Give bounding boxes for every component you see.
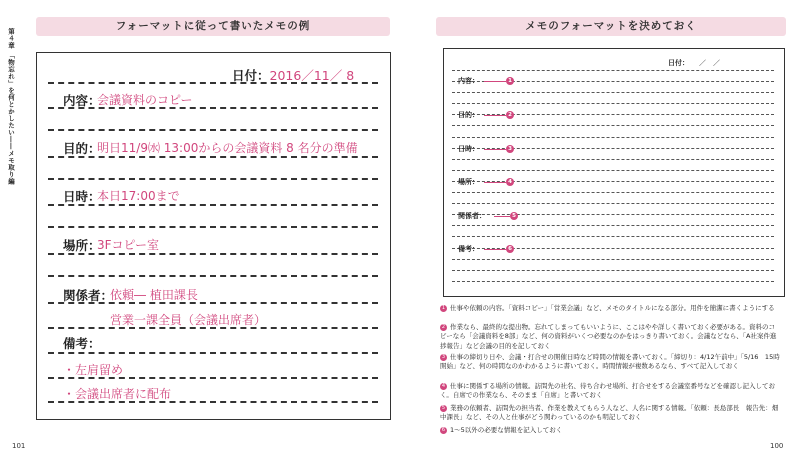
right-date-label: 日付： ／ ／ <box>668 59 720 67</box>
ruled-line <box>452 70 774 71</box>
note-6 <box>440 426 780 435</box>
right-field-content: 内容： <box>458 77 479 85</box>
ruled-line <box>452 259 774 260</box>
divider <box>48 204 378 206</box>
marker-number: 2 <box>506 111 514 119</box>
left-place-label: 場所： <box>63 238 101 253</box>
divider <box>48 401 378 403</box>
left-people-label: 関係者： <box>63 288 114 303</box>
right-page-number: 100 <box>770 442 784 450</box>
divider <box>48 327 378 329</box>
marker-number: 4 <box>506 178 514 186</box>
ruled-line <box>452 270 774 271</box>
note-text: 仕事に関係する場所の情報。訪問先の社名、待ち合わせ場所、打合せをする会議室番号などを確認し記入しておく。自席での作業なら、そのまま「自席」と書いておく <box>440 382 775 400</box>
right-field-place: 場所： <box>458 178 479 186</box>
divider <box>48 178 378 180</box>
left-purpose-value: 明日11/9㈬ 13:00からの会議資料 8 名分の準備 <box>97 141 358 155</box>
note-1 <box>440 304 780 313</box>
divider <box>48 129 378 131</box>
left-time-value: 本日17:00まで <box>97 189 180 203</box>
ruled-line <box>452 170 774 171</box>
chapter-side-text: 第４章 「物忘れ」を何とかしたい――メモ取り編 <box>7 28 15 185</box>
note-text: 作業なら、最終的な提出物。忘れてしまってもいいように、ここはやや詳しく書いておく必要がある。資料のコピーなら「会議資料を8部」など、何の資料がいくつ必要なのかをはっきり書いておく。会議などなら、「A社案件進捗報告」など会議の目的を記しておく <box>440 323 777 350</box>
marker-number: 5 <box>510 212 518 220</box>
right-date-slashes: ／ ／ <box>699 59 720 67</box>
note-number: 3 <box>441 353 446 360</box>
note-5 <box>440 404 780 423</box>
right-banner: メモのフォーマットを決めておく <box>436 17 786 36</box>
note-number: 1 <box>441 304 446 311</box>
marker-2 <box>484 111 514 119</box>
note-4 <box>440 382 780 401</box>
divider <box>48 226 378 228</box>
left-page-number: 101 <box>12 442 26 450</box>
left-remark-2: ・会議出席者に配布 <box>63 387 172 401</box>
left-people-value2: 営業一課全員（会議出席者） <box>110 313 267 327</box>
note-text: 業務の依頼者、訪問先の担当者、作業を教えてもらう人など、人名に関する情報。「依頼：長島部長 報告先：畑中課長」など、その人と仕事がどう関わっているのかも明記しておく <box>440 404 779 422</box>
right-field-people: 関係者： <box>458 212 486 220</box>
ruled-line <box>452 103 774 104</box>
marker-number: 1 <box>506 77 514 85</box>
marker-3 <box>484 145 514 153</box>
divider <box>48 352 378 354</box>
note-2 <box>440 323 780 351</box>
note-3 <box>440 353 780 372</box>
note-text: 1～5以外の必要な情報を記入しておく <box>450 426 563 434</box>
left-date-value: 2016／11／ 8 <box>269 68 355 83</box>
left-content-value: 会議資料のコピー <box>97 93 193 107</box>
left-place-value: 3Fコピー室 <box>97 238 160 252</box>
marker-5 <box>494 212 519 220</box>
right-field-remarks: 備考： <box>458 245 479 253</box>
divider <box>48 302 378 304</box>
ruled-line <box>452 192 774 193</box>
divider <box>48 107 378 109</box>
divider <box>48 275 378 277</box>
divider <box>48 156 378 158</box>
left-remarks-label: 備考： <box>63 336 101 351</box>
ruled-line <box>452 281 774 282</box>
marker-number: 6 <box>506 245 514 253</box>
ruled-line <box>452 92 774 93</box>
left-purpose-label: 目的： <box>63 141 101 156</box>
left-time-label: 日時： <box>63 189 101 204</box>
ruled-line <box>452 225 774 226</box>
marker-number: 3 <box>506 145 514 153</box>
note-text: 仕事の締切り日や、会議・打合せの開催日時など時間の情報を書いておく。「締切り：4/12午前中」「5/16 15時開始」など、何の時間なのかわかるように書いておく。時間情報が複数あるなら、すべて記入しておく <box>440 353 780 371</box>
note-number: 5 <box>441 404 446 411</box>
note-number: 6 <box>441 426 446 433</box>
left-banner: フォーマットに従って書いたメモの例 <box>36 17 390 36</box>
divider <box>48 82 378 84</box>
divider <box>48 253 378 255</box>
ruled-line <box>452 125 774 126</box>
ruled-line <box>452 137 774 138</box>
note-number: 2 <box>441 323 446 330</box>
right-field-time: 日時： <box>458 145 479 153</box>
right-field-purpose: 目的： <box>458 111 479 119</box>
left-people-value: 依頼― 植田課長 <box>110 288 198 302</box>
ruled-line <box>452 203 774 204</box>
left-date-label: 日付：2016／11／ 8 <box>232 68 355 83</box>
marker-4 <box>484 178 514 186</box>
left-content-label: 内容： <box>63 93 101 108</box>
divider <box>48 377 378 379</box>
marker-1 <box>484 77 514 85</box>
ruled-line <box>452 236 774 237</box>
note-text: 仕事や依頼の内容。「資料コピー」「営業会議」など、メモのタイトルになる部分。用件を簡潔に書くようにする <box>450 304 775 312</box>
left-remark-1: ・左肩留め <box>63 363 124 377</box>
ruled-line <box>452 159 774 160</box>
note-number: 4 <box>441 382 446 389</box>
marker-6 <box>484 245 514 253</box>
